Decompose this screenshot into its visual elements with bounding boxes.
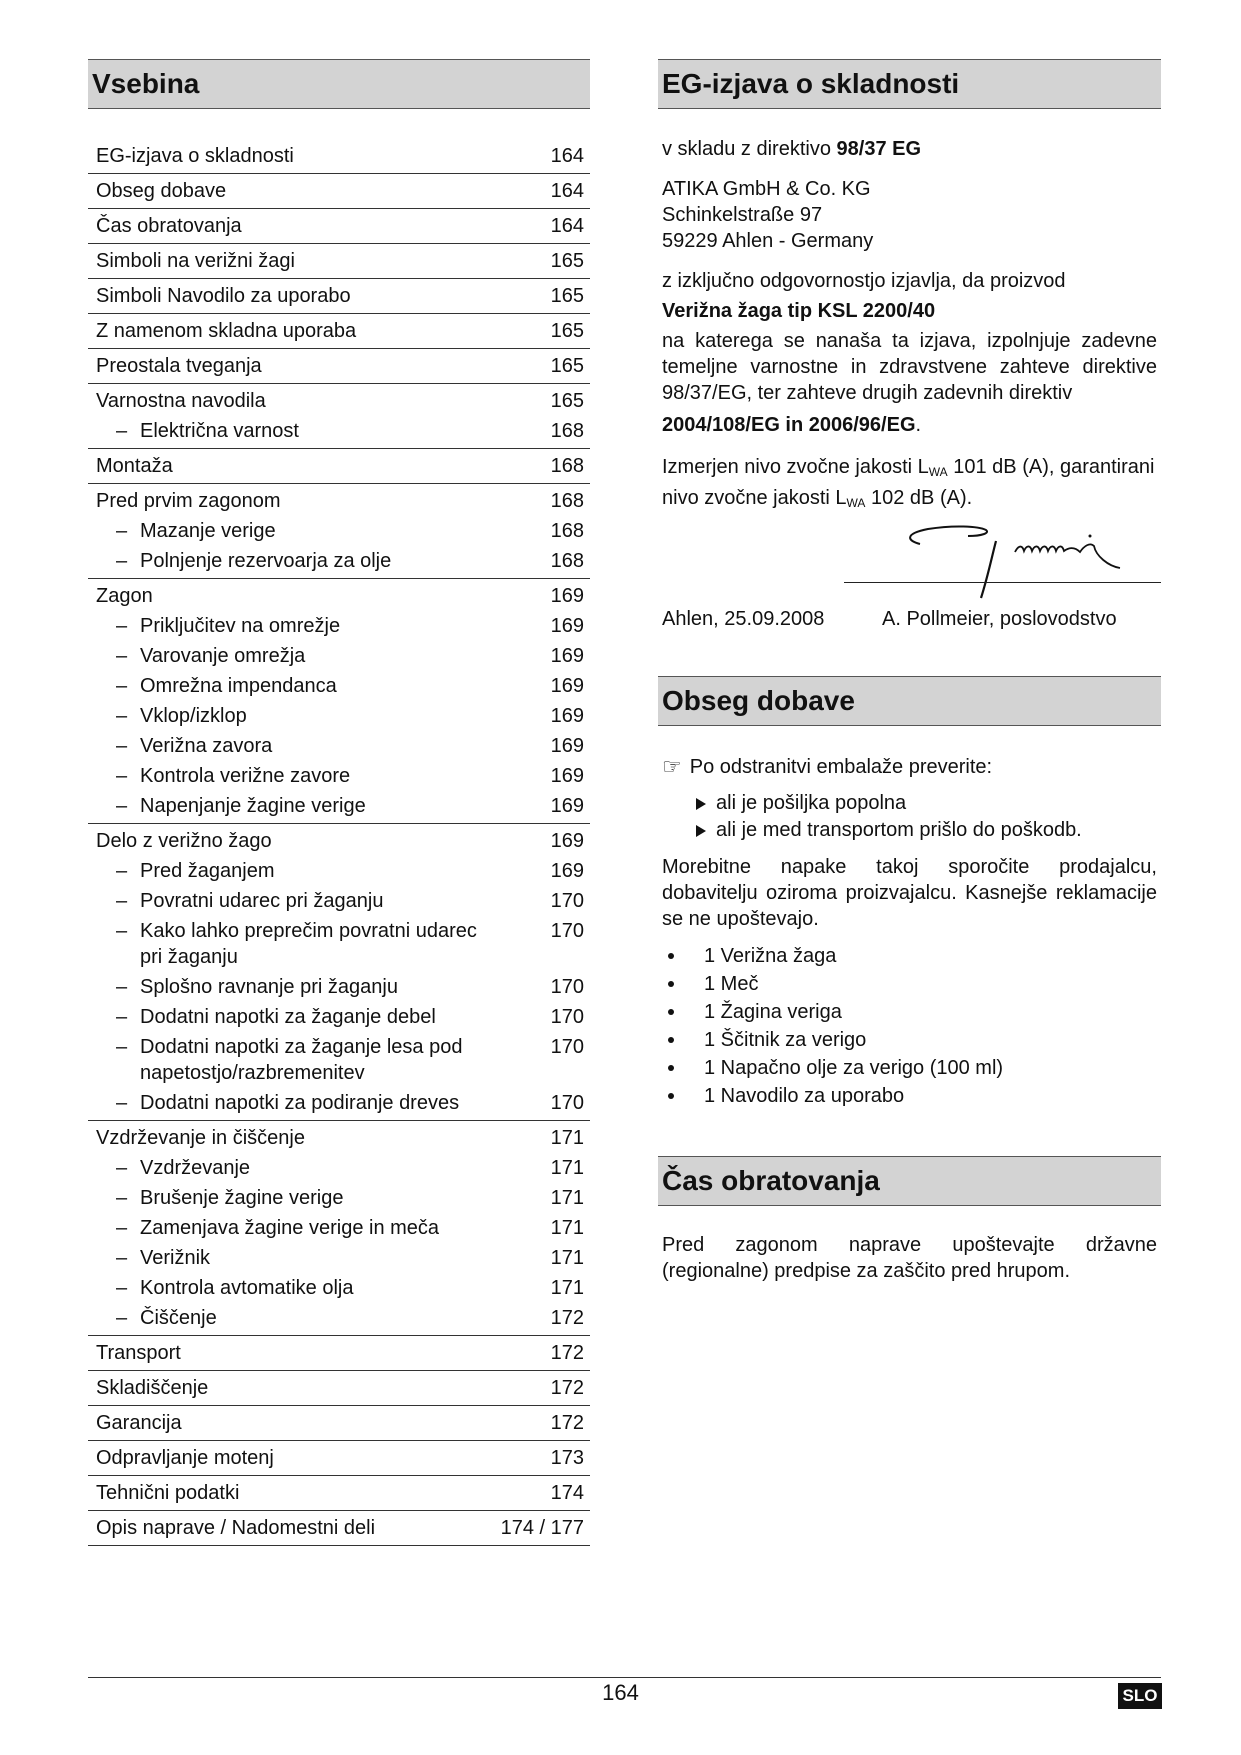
company-city: 59229 Ahlen - Germany	[662, 230, 874, 252]
noise-text-c: 102 dB (A).	[865, 487, 973, 509]
operating-time-title: Čas obratovanja	[658, 1156, 1161, 1206]
delivery-intro-text: Po odstranitvi embalaže preverite:	[689, 756, 993, 778]
toc-group	[88, 244, 590, 279]
toc-entry-page: 165	[550, 285, 584, 307]
toc-group	[88, 314, 590, 349]
toc-entry	[88, 1340, 590, 1366]
delivery-item	[658, 1054, 1161, 1082]
declaration-title: EG-izjava o skladnosti	[658, 59, 1161, 109]
toc-subentry	[88, 518, 590, 544]
signature-caption	[658, 606, 1161, 632]
toc-entry-label: Zagon	[96, 585, 153, 607]
toc-entry	[88, 1375, 590, 1401]
delivery-check	[658, 790, 1161, 817]
toc-entry	[88, 583, 590, 609]
toc-subentry	[88, 673, 590, 699]
toc-entry-page: 172	[550, 1377, 584, 1399]
toc-group	[88, 1371, 590, 1406]
toc-group	[88, 1511, 590, 1546]
directive-line	[658, 136, 1161, 162]
toc-subentry-label: Dodatni napotki za podiranje dreves	[140, 1092, 460, 1114]
toc-entry	[88, 828, 590, 854]
bullet-icon	[668, 1065, 674, 1071]
toc-entry-page: 169	[550, 830, 584, 852]
toc-subentry-label: Električna varnost	[140, 420, 299, 442]
toc-entry-label: Z namenom skladna uporaba	[96, 320, 357, 342]
toc-group	[88, 139, 590, 174]
delivery-item-text: 1 Žagina veriga	[704, 1001, 842, 1023]
bullet-icon	[668, 1009, 674, 1015]
dash-icon: –	[116, 645, 128, 667]
delivery-check	[658, 817, 1161, 844]
delivery-item-text: 1 Navodilo za uporabo	[704, 1085, 905, 1107]
toc-subentry	[88, 643, 590, 669]
toc-subentry-label: Dodatni napotki za žaganje debel	[140, 1006, 436, 1028]
toc-subentry	[88, 858, 590, 884]
toc-subentry-label: Polnjenje rezervoarja za olje	[140, 550, 392, 572]
toc-subentry-label: Varovanje omrežja	[140, 645, 306, 667]
pointing-hand-icon: ☞	[662, 754, 682, 779]
toc-entry	[88, 213, 590, 239]
toc-subentry-page: 169	[550, 735, 584, 757]
toc-entry	[88, 143, 590, 169]
company-name: ATIKA GmbH & Co. KG	[662, 178, 871, 200]
toc-subentry-page: 169	[550, 645, 584, 667]
toc-entry	[88, 1515, 590, 1541]
dash-icon: –	[116, 705, 128, 727]
toc-group	[88, 1336, 590, 1371]
dash-icon: –	[116, 1092, 128, 1114]
toc-entry-page: 164	[550, 215, 584, 237]
toc-subentry	[88, 548, 590, 574]
delivery-item	[658, 942, 1161, 970]
toc-subentry-page: 168	[550, 550, 584, 572]
toc-entry-label: EG-izjava o skladnosti	[96, 145, 294, 167]
toc-subentry-page: 170	[550, 976, 584, 998]
toc-group	[88, 384, 590, 449]
delivery-check-text: ali je pošiljka popolna	[716, 792, 907, 814]
toc-entry-page: 165	[550, 390, 584, 412]
toc-group	[88, 349, 590, 384]
dash-icon: –	[116, 1247, 128, 1269]
signature-image	[858, 516, 1158, 606]
noise-sub-2: WA	[846, 496, 866, 510]
dash-icon: –	[116, 675, 128, 697]
toc-entry-label: Čas obratovanja	[96, 215, 242, 237]
delivery-items	[658, 942, 1161, 1110]
toc-entry	[88, 1410, 590, 1436]
dash-icon: –	[116, 976, 128, 998]
toc-subentry-page: 169	[550, 705, 584, 727]
toc-subentry-page: 168	[550, 420, 584, 442]
toc-entry-label: Opis naprave / Nadomestni deli	[96, 1517, 376, 1539]
toc-entry	[88, 318, 590, 344]
bullet-icon	[668, 1093, 674, 1099]
toc-subentry	[88, 1305, 590, 1331]
toc-entry-page: 168	[550, 455, 584, 477]
footer-line	[88, 1677, 1161, 1678]
toc-group	[88, 449, 590, 484]
delivery-item-text: 1 Napačno olje za verigo (100 ml)	[704, 1057, 1004, 1079]
dash-icon: –	[116, 1217, 128, 1239]
toc-subentry-label: Kontrola verižne zavore	[140, 765, 351, 787]
toc-subentry-page: 169	[550, 765, 584, 787]
declaration-statement: z izključno odgovornostjo izjavlja, da proizvod	[662, 270, 1066, 292]
noise-text-b: 101 dB (A), garantirani nivo zvočne jakosti L	[662, 456, 1155, 509]
dash-icon: –	[116, 735, 128, 757]
company-street: Schinkelstraße 97	[662, 204, 823, 226]
dash-icon: –	[116, 890, 128, 912]
toc-subentry-page: 170	[550, 920, 584, 942]
toc-entry-page: 174	[550, 1482, 584, 1504]
toc-subentry-page: 171	[550, 1187, 584, 1209]
toc-subentry-page: 170	[550, 1036, 584, 1058]
toc-entry-page: 165	[550, 250, 584, 272]
toc-entry-label: Simboli Navodilo za uporabo	[96, 285, 351, 307]
toc-subentry-label: Priključitev na omrežje	[140, 615, 341, 637]
dash-icon: –	[116, 860, 128, 882]
toc-group	[88, 279, 590, 314]
signature-line	[844, 582, 1161, 583]
toc-entry-label: Montaža	[96, 455, 173, 477]
delivery-item	[658, 1026, 1161, 1054]
toc-subentry-label: Vzdrževanje	[140, 1157, 251, 1179]
place-date: Ahlen, 25.09.2008	[662, 608, 825, 630]
toc-entry-label: Transport	[96, 1342, 181, 1364]
toc-subentry	[88, 888, 590, 914]
operating-time-text: Pred zagonom naprave upoštevajte državne (regionalne) predpise za zaščito pred hrupom.	[662, 1234, 1157, 1282]
noise-text-a: Izmerjen nivo zvočne jakosti L	[662, 456, 929, 478]
toc-group	[88, 824, 590, 1121]
toc-subentry	[88, 418, 590, 444]
toc-subentry	[88, 613, 590, 639]
toc-entry-page: 172	[550, 1342, 584, 1364]
dash-icon: –	[116, 765, 128, 787]
delivery-item-text: 1 Verižna žaga	[704, 945, 837, 967]
bullet-icon	[668, 981, 674, 987]
toc-subentry-label: Vklop/izklop	[140, 705, 247, 727]
language-badge: SLO	[1118, 1683, 1162, 1709]
delivery-item	[658, 970, 1161, 998]
toc-entry-label: Obseg dobave	[96, 180, 227, 202]
dash-icon: –	[116, 550, 128, 572]
toc-subentry	[88, 974, 590, 1000]
toc-entry-label: Garancija	[96, 1412, 182, 1434]
declaration-body: na katerega se nanaša ta izjava, izpolnjuje zadevne temeljne varnostne in zdravstvene zahteve direktive 98/37/EG, ter zahteve drugih zadevnih direktiv	[662, 330, 1157, 404]
toc-entry	[88, 388, 590, 414]
toc-subentry	[88, 1245, 590, 1271]
toc-entry-label: Odpravljanje motenj	[96, 1447, 274, 1469]
toc-subentry-page: 172	[550, 1307, 584, 1329]
toc-entry	[88, 248, 590, 274]
toc-subentry-label: Dodatni napotki za žaganje lesa pod napetostjo/razbremenitev	[140, 1036, 463, 1084]
toc-entry-label: Simboli na verižni žagi	[96, 250, 295, 272]
directive-number: 98/37 EG	[836, 138, 922, 160]
noise-sub-1: WA	[928, 465, 948, 479]
toc-group	[88, 579, 590, 824]
toc-entry-label: Skladiščenje	[96, 1377, 209, 1399]
toc-entry-page: 173	[550, 1447, 584, 1469]
toc-subentry	[88, 733, 590, 759]
dash-icon: –	[116, 1036, 128, 1058]
toc-entry	[88, 1480, 590, 1506]
dash-icon: –	[116, 420, 128, 442]
delivery-item	[658, 998, 1161, 1026]
toc-entry-page: 169	[550, 585, 584, 607]
toc-group	[88, 209, 590, 244]
page-number: 164	[602, 1680, 639, 1705]
directives-suffix: .	[915, 414, 922, 436]
toc-entry-label: Pred prvim zagonom	[96, 490, 281, 512]
toc-entry-page: 172	[550, 1412, 584, 1434]
toc-subentry-label: Zamenjava žagine verige in meča	[140, 1217, 440, 1239]
toc-entry-label: Vzdrževanje in čiščenje	[96, 1127, 305, 1149]
toc-subentry-label: Verižna zavora	[140, 735, 273, 757]
directives-line	[658, 412, 1161, 438]
toc-subentry	[88, 918, 590, 970]
directives-list: 2004/108/EG in 2006/96/EG	[662, 414, 916, 436]
toc-entry-page: 164	[550, 145, 584, 167]
toc-subentry-label: Omrežna impendanca	[140, 675, 337, 697]
delivery-intro	[658, 754, 1161, 780]
right-column	[658, 59, 1161, 1284]
dash-icon: –	[116, 795, 128, 817]
toc-subentry	[88, 1185, 590, 1211]
dash-icon: –	[116, 1006, 128, 1028]
toc-group	[88, 1121, 590, 1336]
toc-title: Vsebina	[88, 59, 590, 109]
toc-subentry-label: Napenjanje žagine verige	[140, 795, 366, 817]
signature-area	[658, 516, 1161, 606]
toc-subentry-label: Splošno ravnanje pri žaganju	[140, 976, 398, 998]
toc-entry	[88, 1125, 590, 1151]
toc-entry-page: 174 / 177	[500, 1517, 584, 1539]
toc-entry-label: Tehnični podatki	[96, 1482, 240, 1504]
dash-icon: –	[116, 615, 128, 637]
dash-icon: –	[116, 1307, 128, 1329]
toc-subentry	[88, 1215, 590, 1241]
toc-subentry-page: 169	[550, 860, 584, 882]
toc-list	[88, 139, 590, 1546]
toc-group	[88, 484, 590, 579]
toc-subentry-page: 171	[550, 1157, 584, 1179]
toc-entry	[88, 1445, 590, 1471]
dash-icon: –	[116, 1187, 128, 1209]
delivery-note: Morebitne napake takoj sporočite prodajalcu, dobavitelju oziroma proizvajalcu. Kasnejše reklamacije se ne upoštevajo.	[662, 856, 1157, 930]
delivery-title: Obseg dobave	[658, 676, 1161, 726]
toc-subentry-page: 170	[550, 890, 584, 912]
delivery-check-text: ali je med transportom prišlo do poškodb.	[716, 819, 1082, 841]
toc-subentry-label: Kontrola avtomatike olja	[140, 1277, 354, 1299]
toc-subentry-page: 169	[550, 795, 584, 817]
toc-entry	[88, 178, 590, 204]
dash-icon: –	[116, 1157, 128, 1179]
arrow-right-icon	[696, 798, 706, 810]
toc-subentry-page: 171	[550, 1217, 584, 1239]
toc-entry-label: Delo z verižno žago	[96, 830, 272, 852]
toc-subentry	[88, 703, 590, 729]
toc-subentry-page: 168	[550, 520, 584, 542]
toc-entry-page: 165	[550, 320, 584, 342]
toc-subentry-page: 171	[550, 1247, 584, 1269]
delivery-item-text: 1 Meč	[704, 973, 759, 995]
bullet-icon	[668, 1037, 674, 1043]
toc-subentry-page: 171	[550, 1277, 584, 1299]
directive-prefix: v skladu z direktivo	[662, 138, 837, 160]
toc-group	[88, 174, 590, 209]
toc-subentry-page: 169	[550, 615, 584, 637]
toc-entry	[88, 488, 590, 514]
toc-group	[88, 1406, 590, 1441]
toc-subentry-page: 169	[550, 675, 584, 697]
dash-icon: –	[116, 1277, 128, 1299]
toc-subentry	[88, 1034, 590, 1086]
toc-subentry	[88, 1275, 590, 1301]
toc-entry	[88, 453, 590, 479]
noise-level	[658, 454, 1161, 516]
toc-subentry-label: Verižnik	[140, 1247, 211, 1269]
toc-group	[88, 1476, 590, 1511]
toc-subentry	[88, 1004, 590, 1030]
toc-entry-page: 171	[550, 1127, 584, 1149]
signatory: A. Pollmeier, poslovodstvo	[882, 608, 1117, 630]
toc-column	[88, 59, 590, 1546]
arrow-right-icon	[696, 825, 706, 837]
toc-entry	[88, 283, 590, 309]
toc-subentry-label: Povratni udarec pri žaganju	[140, 890, 384, 912]
product-name: Verižna žaga tip KSL 2200/40	[662, 300, 936, 322]
delivery-item	[658, 1082, 1161, 1110]
toc-entry-label: Varnostna navodila	[96, 390, 266, 412]
toc-subentry	[88, 793, 590, 819]
toc-entry-page: 164	[550, 180, 584, 202]
bullet-icon	[668, 953, 674, 959]
toc-subentry-label: Brušenje žagine verige	[140, 1187, 344, 1209]
dash-icon: –	[116, 520, 128, 542]
toc-entry-page: 165	[550, 355, 584, 377]
toc-subentry	[88, 1155, 590, 1181]
toc-subentry-label: Kako lahko preprečim povratni udarec pri žaganju	[140, 920, 477, 968]
toc-group	[88, 1441, 590, 1476]
delivery-item-text: 1 Ščitnik za verigo	[704, 1029, 867, 1051]
toc-subentry-label: Pred žaganjem	[140, 860, 275, 882]
toc-entry-page: 168	[550, 490, 584, 512]
toc-subentry-page: 170	[550, 1092, 584, 1114]
dash-icon: –	[116, 920, 128, 942]
toc-subentry-label: Mazanje verige	[140, 520, 276, 542]
toc-entry-label: Preostala tveganja	[96, 355, 262, 377]
toc-subentry-page: 170	[550, 1006, 584, 1028]
toc-subentry-label: Čiščenje	[140, 1307, 217, 1329]
toc-subentry	[88, 763, 590, 789]
toc-entry	[88, 353, 590, 379]
toc-subentry	[88, 1090, 590, 1116]
